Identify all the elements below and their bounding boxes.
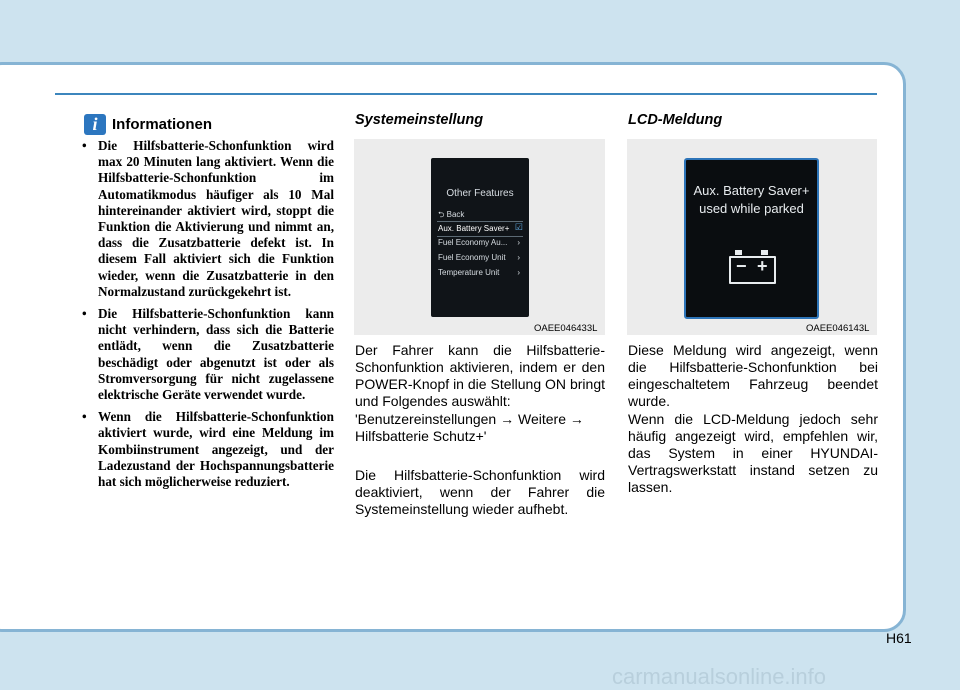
list-item: • Die Hilfsbatterie-Schonfunktion wird max 20 Minuten lang aktiviert. Wenn die Hilfsbatterie-Schonfunktion im Automatikmodus häufiger als 10 Mal hintereinander aktiviert wird, stoppt die Funktion die Aktivierung und nimmt an, dass die Zusatzbatterie defekt ist. In diesem Fall aktiviert sich die Funktion wieder, wenn die Zusatzbatterie in den Normalzustand zurückgekehrt ist. xyxy=(82,138,334,299)
system-title: Systemeinstellung xyxy=(355,112,484,128)
back-item: ⮌ Back xyxy=(438,210,465,219)
checkbox-icon: ☑ xyxy=(514,222,523,232)
lcd-title: LCD-Meldung xyxy=(628,112,723,128)
system-paragraph-2: 'Benutzereinstellungen → Weitere → Hilfsbatterie Schutz+' xyxy=(355,411,584,444)
chevron-right-icon: › xyxy=(517,268,520,277)
lcd-screen xyxy=(684,158,819,319)
minus-icon: − xyxy=(736,256,747,276)
lcd-paragraph-2: Wenn die LCD-Meldung jedoch sehr häufig angezeigt wird, empfehlen wir, das System in einer HYUNDAI-Vertragswerkstatt instand setzen zu lassen. xyxy=(628,411,878,495)
bullet-text: Die Hilfsbatterie-Schonfunktion kann nicht verhindern, dass sich die Batterie entlädt, wenn die Zusatzbatterie beschädigt oder abgenutzt ist oder als Stromversorgung für nicht zugelassene elektrische Geräte verwendet wurde. xyxy=(98,306,334,403)
system-figure xyxy=(354,139,605,335)
plus-icon: + xyxy=(757,256,768,276)
info-bullet-list xyxy=(78,138,334,496)
list-item: • Die Hilfsbatterie-Schonfunktion kann nicht verhindern, dass sich die Batterie entlädt, wenn die Zusatzbatterie beschädigt oder abgenutzt ist oder als Stromversorgung für nicht zugelassene elektrische Geräte verwendet wurde. xyxy=(82,306,334,403)
header-rule xyxy=(55,93,877,95)
figure-code: OAEE046433L xyxy=(534,323,598,334)
figure-code: OAEE046143L xyxy=(806,323,870,334)
chevron-right-icon: › xyxy=(517,238,520,247)
info-icon: i xyxy=(84,114,106,135)
settings-screen xyxy=(431,158,529,317)
battery-icon xyxy=(729,250,776,282)
lcd-paragraph-1: Diese Meldung wird angezeigt, wenn die Hilfsbatterie-Schonfunktion bei eingeschaltetem Fahrzeug beendet wurde. xyxy=(628,342,878,409)
menu-item-fuel-economy-unit: Fuel Economy Unit › xyxy=(438,253,520,262)
chevron-right-icon: › xyxy=(517,253,520,262)
lcd-message: Aux. Battery Saver+ used while parked xyxy=(693,183,810,216)
system-paragraph-1: Der Fahrer kann die Hilfsbatterie-Schonfunktion aktivieren, indem er den POWER-Knopf in die Stellung ON bringt und Folgendes auswählt: xyxy=(355,342,605,409)
watermark: carmanualsonline.info xyxy=(612,664,827,689)
divider xyxy=(437,236,523,237)
bullet-text: Die Hilfsbatterie-Schonfunktion wird max 20 Minuten lang aktiviert. Wenn die Hilfsbatterie-Schonfunktion im Automatikmodus häufiger als 10 Mal hintereinander aktiviert wird, stoppt die Funktion die Aktivierung und nimmt an, dass die Zusatzbatterie defekt ist. In diesem Fall aktiviert sich die Funktion wieder, wenn die Zusatzbatterie in den Normalzustand zurückgekehrt ist. xyxy=(98,138,334,299)
bullet-text: Wenn die Hilfsbatterie-Schonfunktion aktiviert wurde, wird eine Meldung im Kombiinstrument angezeigt, und der Ladezustand der Hochspannungsbatterie hat sich möglicherweise reduziert. xyxy=(98,409,334,490)
menu-item-fuel-economy-auto: Fuel Economy Au... › xyxy=(438,238,520,247)
screen-title: Other Features xyxy=(446,188,514,199)
divider xyxy=(437,221,523,222)
page-number: H61 xyxy=(886,630,912,646)
lcd-figure xyxy=(627,139,877,335)
menu-item-aux-battery: Aux. Battery Saver+ ☑ xyxy=(438,222,523,233)
menu-item-temperature-unit: Temperature Unit › xyxy=(438,268,520,277)
list-item: • Wenn die Hilfsbatterie-Schonfunktion aktiviert wurde, wird eine Meldung im Kombiinstrument angezeigt, und der Ladezustand der Hochspannungsbatterie hat sich möglicherweise reduziert. xyxy=(82,409,334,490)
system-paragraph-3: Die Hilfsbatterie-Schonfunktion wird deaktiviert, wenn der Fahrer die Systemeinstellung wieder aufhebt. xyxy=(355,467,605,517)
info-title: Informationen xyxy=(112,116,212,133)
